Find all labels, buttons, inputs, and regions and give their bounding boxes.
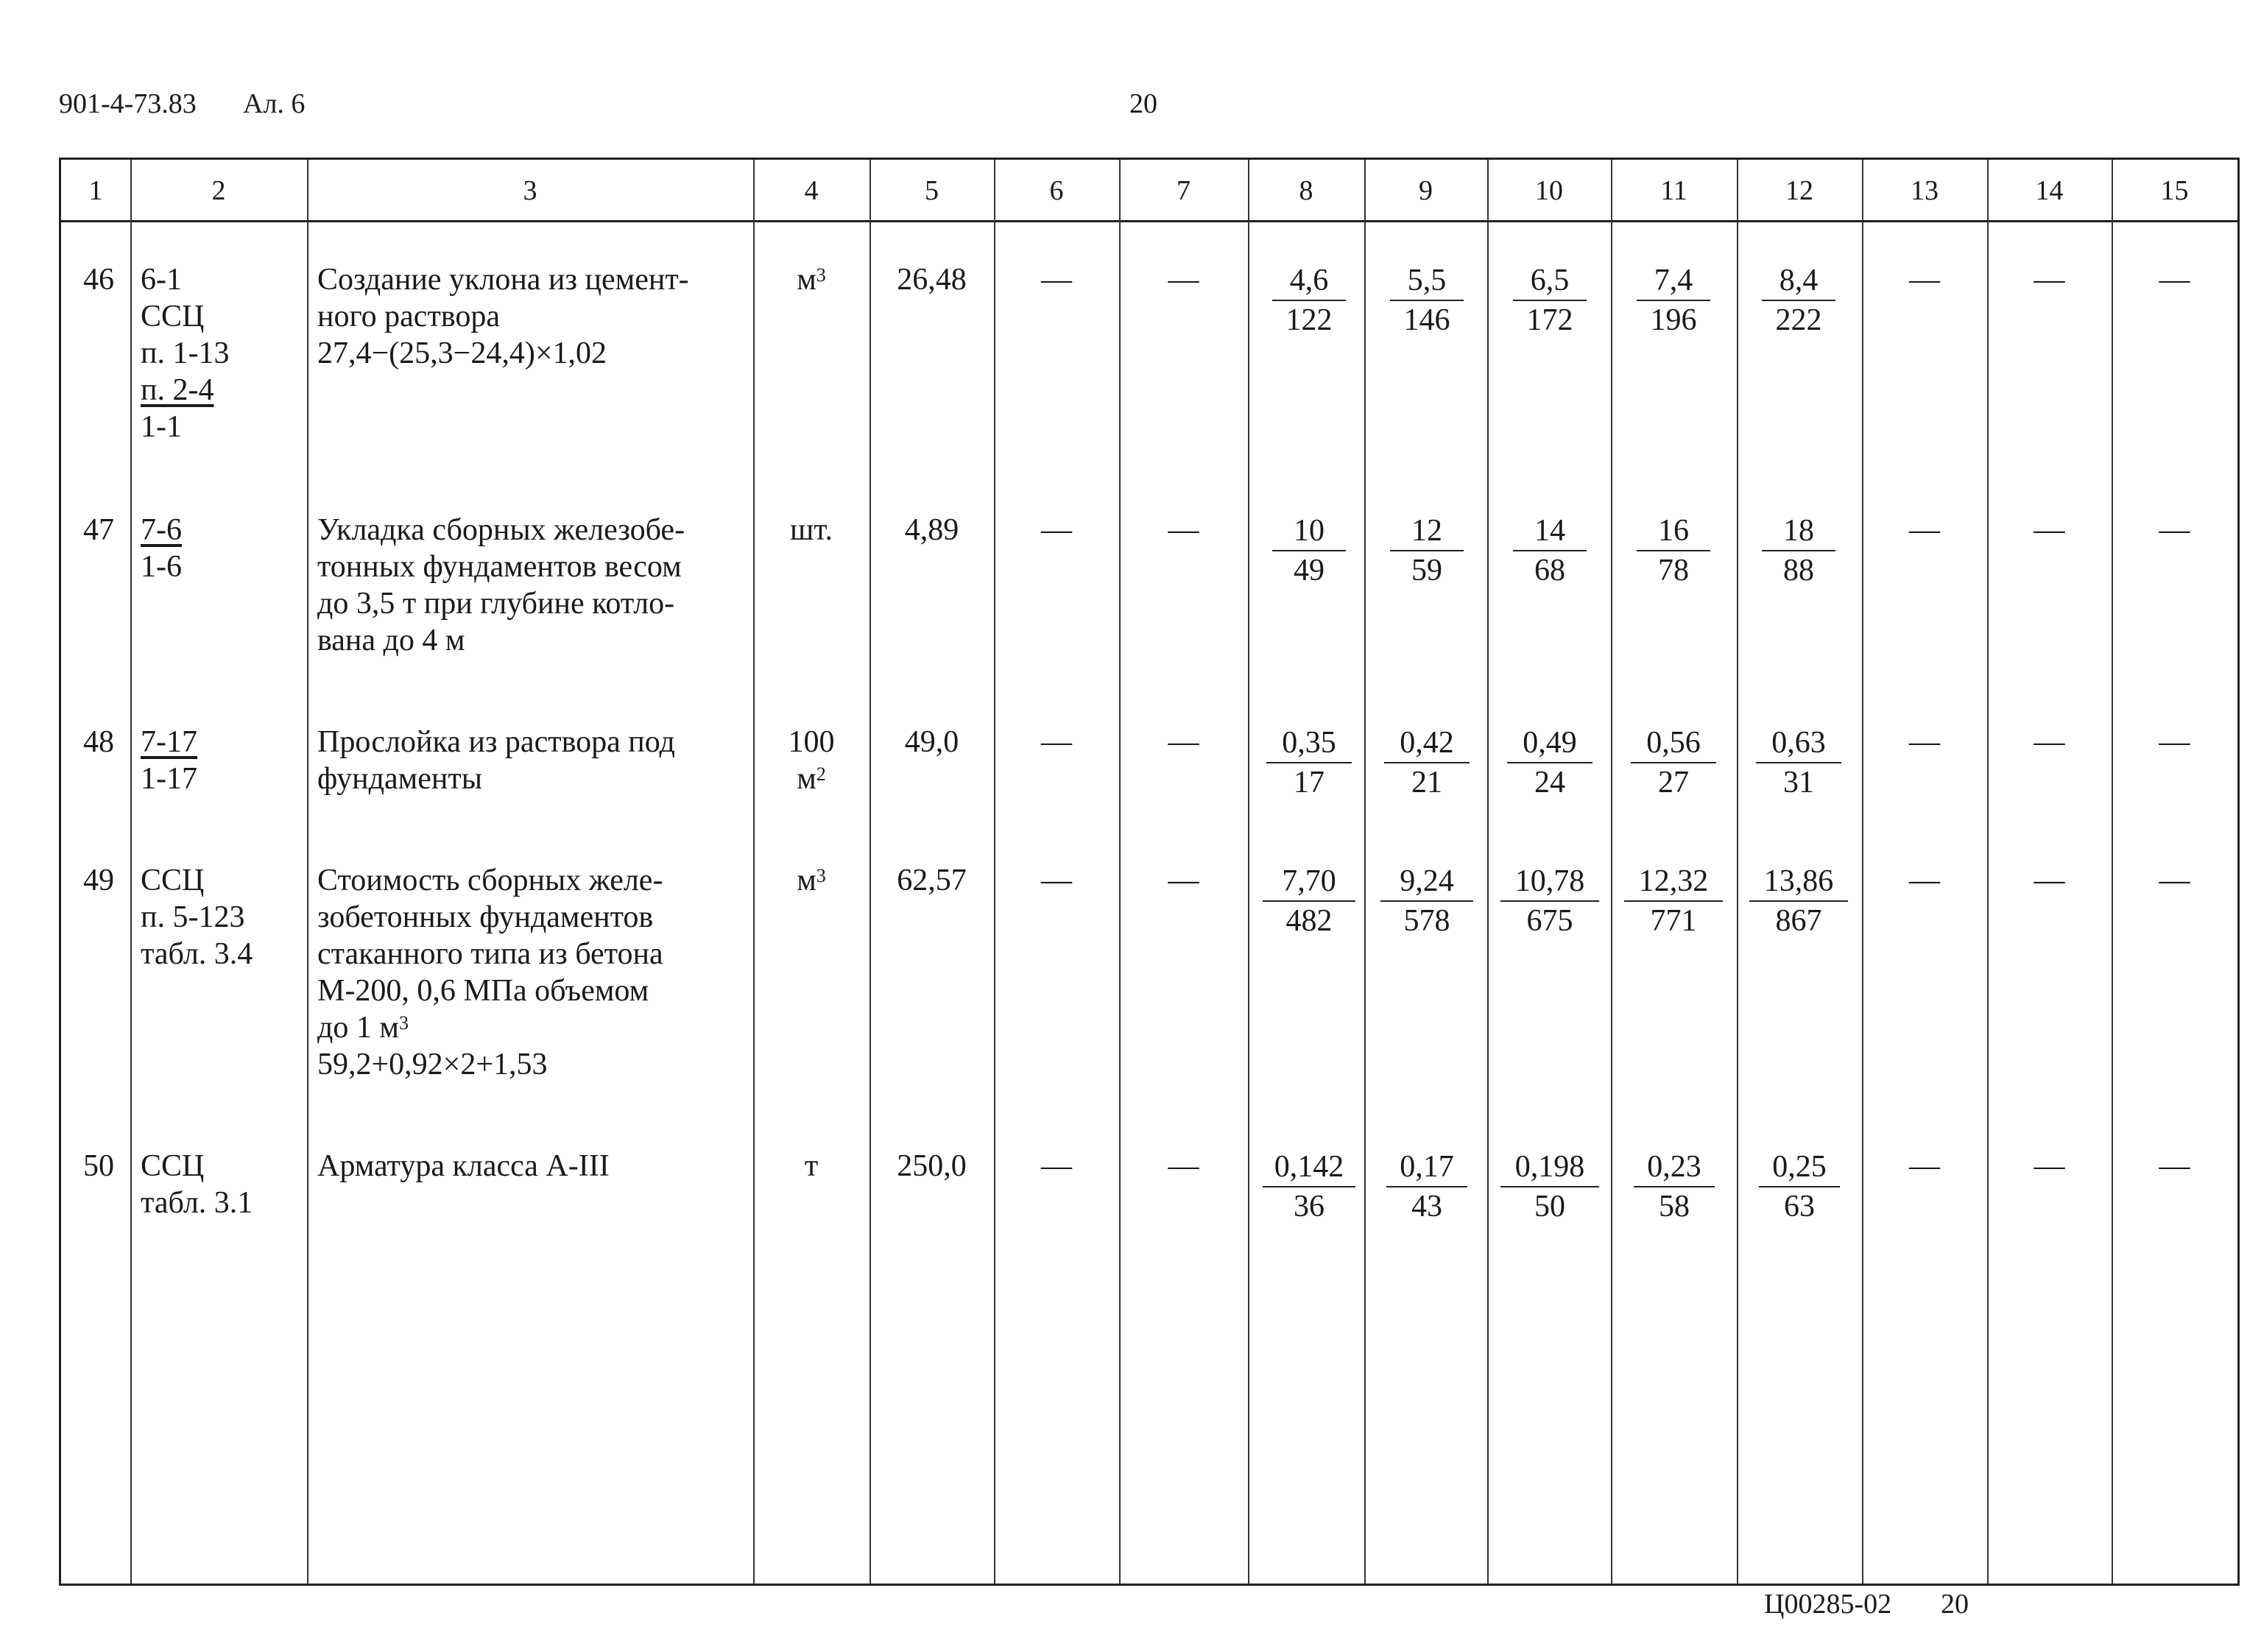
normative-code: 7-6 1-6 bbox=[141, 513, 182, 584]
fraction-value: $\frac{0,49}{24}$ bbox=[1507, 725, 1592, 800]
row-number: 46 bbox=[83, 263, 114, 297]
empty-dash: — bbox=[2034, 513, 2065, 547]
column-number: 14 bbox=[2035, 175, 2064, 206]
empty-dash: — bbox=[1168, 725, 1199, 759]
fraction-value: $\frac{7,4}{196}$ bbox=[1637, 263, 1710, 338]
empty-dash: — bbox=[1041, 864, 1072, 897]
empty-dash: — bbox=[2159, 864, 2190, 897]
quantity: 250,0 bbox=[897, 1149, 967, 1183]
work-description: Арматура класса А-III bbox=[317, 1149, 610, 1183]
column-number: 4 bbox=[804, 175, 819, 206]
fraction-value: $\frac{0,56}{27}$ bbox=[1631, 725, 1716, 800]
empty-dash: — bbox=[1909, 263, 1940, 297]
work-description: Стоимость сборных желе- зобетонных фундаментов стаканного типа из бетона М-200, 0,6 МПа объемом до 1 $м^3$ 59,2+0,92×2+1,53 bbox=[317, 864, 663, 1081]
fraction-value: $\frac{10,78}{675}$ bbox=[1500, 864, 1599, 939]
unit-of-measure: $м^3$ bbox=[797, 864, 826, 897]
empty-dash: — bbox=[1041, 725, 1072, 759]
estimate-table bbox=[59, 158, 2240, 1586]
fraction-value: $\frac{0,63}{31}$ bbox=[1756, 725, 1841, 800]
quantity: 62,57 bbox=[897, 864, 967, 897]
column-number: 8 bbox=[1299, 175, 1313, 206]
empty-dash: — bbox=[1041, 263, 1072, 297]
fraction-value: $\frac{14}{68}$ bbox=[1513, 513, 1587, 588]
fraction-value: $\frac{0,42}{21}$ bbox=[1384, 725, 1470, 800]
fraction-value: $\frac{18}{88}$ bbox=[1762, 513, 1835, 588]
column-number: 3 bbox=[523, 175, 537, 206]
empty-dash: — bbox=[2034, 864, 2065, 897]
work-description: Укладка сборных железобе- тонных фундаментов весом до 3,5 т при глубине котло- вана до 4 м bbox=[317, 513, 685, 657]
normative-code: ССЦ п. 5-123 табл. 3.4 bbox=[141, 864, 253, 971]
empty-dash: — bbox=[2159, 1149, 2190, 1183]
quantity: 26,48 bbox=[897, 263, 967, 297]
empty-dash: — bbox=[1168, 263, 1199, 297]
fraction-value: $\frac{0,17}{43}$ bbox=[1386, 1149, 1467, 1224]
empty-dash: — bbox=[1909, 1149, 1940, 1183]
unit-of-measure: шт. bbox=[789, 513, 833, 547]
empty-dash: — bbox=[1041, 1149, 1072, 1183]
fraction-value: $\frac{0,23}{58}$ bbox=[1634, 1149, 1715, 1224]
work-description: Создание уклона из цемент- ного раствора 27,4−(25,3−24,4)×1,02 bbox=[317, 263, 689, 370]
fraction-value: $\frac{0,35}{17}$ bbox=[1266, 725, 1352, 800]
column-number: 7 bbox=[1177, 175, 1191, 206]
fraction-value: $\frac{13,86}{867}$ bbox=[1749, 864, 1848, 939]
footer-code: Ц00285-02 bbox=[1764, 1589, 1892, 1620]
column-number: 1 bbox=[88, 175, 103, 206]
row-number: 47 bbox=[83, 513, 114, 547]
column-number: 11 bbox=[1660, 175, 1687, 206]
column-number: 12 bbox=[1785, 175, 1813, 206]
header-divider bbox=[61, 220, 2237, 222]
document-code: 901-4-73.83 bbox=[59, 88, 197, 119]
column-number: 9 bbox=[1419, 175, 1433, 206]
fraction-value: $\frac{12}{59}$ bbox=[1390, 513, 1464, 588]
fraction-value: $\frac{0,198}{50}$ bbox=[1500, 1149, 1599, 1224]
column-number: 15 bbox=[2160, 175, 2189, 206]
fraction-value: $\frac{16}{78}$ bbox=[1637, 513, 1710, 588]
row-number: 48 bbox=[83, 725, 114, 759]
footer-page-number: 20 bbox=[1941, 1589, 1969, 1620]
row-number: 49 bbox=[83, 864, 114, 897]
unit-of-measure: $м^3$ bbox=[797, 263, 826, 297]
page-number: 20 bbox=[1129, 88, 1157, 119]
column-number: 2 bbox=[211, 175, 226, 206]
empty-dash: — bbox=[2034, 263, 2065, 297]
fraction-value: $\frac{9,24}{578}$ bbox=[1380, 864, 1473, 939]
column-number: 5 bbox=[925, 175, 939, 206]
empty-dash: — bbox=[1168, 864, 1199, 897]
empty-dash: — bbox=[1909, 513, 1940, 547]
fraction-value: $\frac{4,6}{122}$ bbox=[1272, 263, 1346, 338]
empty-dash: — bbox=[1909, 864, 1940, 897]
empty-dash: — bbox=[1041, 513, 1072, 547]
empty-dash: — bbox=[2034, 725, 2065, 759]
fraction-value: $\frac{6,5}{172}$ bbox=[1513, 263, 1587, 338]
quantity: 49,0 bbox=[904, 725, 959, 759]
column-number: 6 bbox=[1049, 175, 1064, 206]
column-number: 10 bbox=[1535, 175, 1563, 206]
unit-of-measure: 100 $м^2$ bbox=[788, 725, 835, 796]
fraction-value: $\frac{5,5}{146}$ bbox=[1390, 263, 1464, 338]
row-number: 50 bbox=[83, 1149, 114, 1183]
fraction-value: $\frac{7,70}{482}$ bbox=[1263, 864, 1355, 939]
fraction-value: $\frac{10}{49}$ bbox=[1272, 513, 1346, 588]
work-description: Прослойка из раствора под фундаменты bbox=[317, 725, 675, 796]
unit-of-measure: т bbox=[804, 1149, 819, 1183]
fraction-value: $\frac{0,142}{36}$ bbox=[1263, 1149, 1355, 1224]
empty-dash: — bbox=[2159, 513, 2190, 547]
normative-code: 7-17 1-17 bbox=[141, 725, 197, 796]
column-number: 13 bbox=[1911, 175, 1939, 206]
album-number: Ал. 6 bbox=[243, 88, 306, 119]
normative-code: 6-1 ССЦ п. 1-13 п. 2-4 1-1 bbox=[141, 263, 230, 444]
normative-code: ССЦ табл. 3.1 bbox=[141, 1149, 253, 1220]
empty-dash: — bbox=[1168, 1149, 1199, 1183]
fraction-value: $\frac{8,4}{222}$ bbox=[1762, 263, 1835, 338]
fraction-value: $\frac{12,32}{771}$ bbox=[1624, 864, 1723, 939]
empty-dash: — bbox=[1168, 513, 1199, 547]
empty-dash: — bbox=[2159, 725, 2190, 759]
fraction-value: $\frac{0,25}{63}$ bbox=[1759, 1149, 1840, 1224]
quantity: 4,89 bbox=[904, 513, 959, 547]
empty-dash: — bbox=[1909, 725, 1940, 759]
empty-dash: — bbox=[2034, 1149, 2065, 1183]
empty-dash: — bbox=[2159, 263, 2190, 297]
